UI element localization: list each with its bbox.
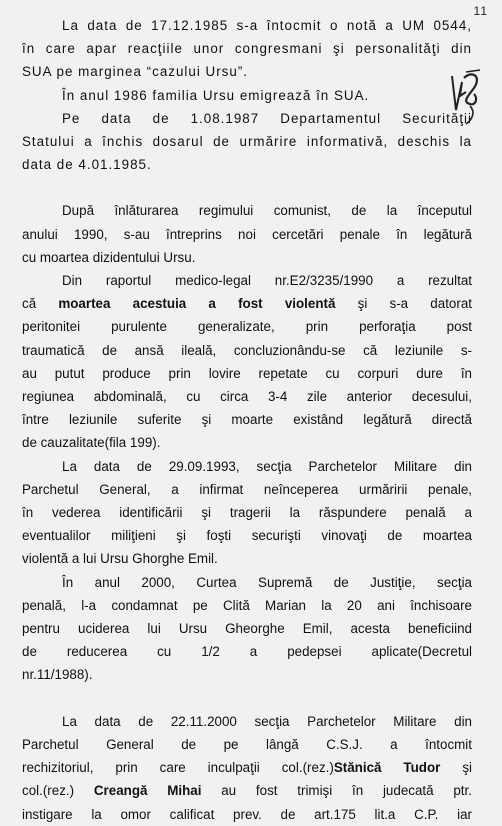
text-run: au fost trimişi în judecată ptr. [201,783,472,799]
text-line [22,292,472,315]
paragraph-6 [22,455,472,571]
text-line: Din raportul medico-legal nr.E2/3235/1990 a rezultat [62,273,472,289]
text-line: La data de 22.11.2000 secţia Parchetelor Militare din [62,713,472,729]
text-line: anului 1990, s-au întreprins noi cercetări penale în legătură [22,226,472,242]
text-line: penală, l-a condamnat pe Clită Marian la 20 ani închisoare [22,597,472,613]
text-run: şi [440,760,472,776]
text-line: În anul 2000, Curtea Supremă de Justiţie, secţia [62,574,472,590]
bold-name: Creangă Mihai [93,783,202,799]
paragraph-2 [22,84,472,107]
text-line: În anul 1986 familia Ursu emigrează în SUA. [62,87,370,103]
text-line: traumatică de ansă ileală, concluzionându-se că leziunile s- [22,342,472,358]
text-run: că [22,296,59,312]
text-line: instigare la omor calificat prev. de art.175 lit.a C.P. iar [22,806,472,822]
text-line: în vederea identificării şi tragerii la răspundere penală a [22,505,472,521]
paragraph-5 [22,269,472,455]
text-line: cu moartea dizidentului Ursu. [22,249,196,265]
text-line: Statului a închis dosarul de urmărire informativă, deschis la [22,134,472,150]
text-line [22,756,472,779]
text-line [22,779,472,802]
text-line: La data de 29.09.1993, secţia Parchetelor Militare din [62,458,472,474]
text-line: La data de 17.12.1985 s-a întocmit o notă a UM 0544, [62,18,472,33]
text-line: pentru uciderea lui Ursu Gheorghe Emil, acesta beneficiind [22,621,472,637]
text-line: de reducerea cu 1/2 a pedepsei aplicate(Decretul [22,644,472,660]
text-line: Parchetul General, a infirmat neînceperea urmăririi penale, [22,481,472,497]
text-line: Parchetul General de pe lângă C.S.J. a întocmit [22,736,472,752]
text-line: SUA pe marginea “cazului Ursu”. [22,64,248,80]
text-run: col.(rez.) [22,783,94,799]
text-line: Pe data de 1.08.1987 Departamentul Securităţii [62,110,472,126]
document-body [22,14,472,826]
paragraph-3 [22,107,472,177]
paragraph-7 [22,571,472,687]
text-line: data de 4.01.1985. [22,157,152,173]
paragraph-gap [22,176,472,199]
text-line: între leziunile suferite şi moarte existând legătură directă [22,412,472,428]
paragraph-8 [22,710,472,826]
text-line: de cauzalitate(fila 199). [22,435,161,451]
text-run: rechizitoriul, prin care inculpaţii col.(rez.) [22,760,334,776]
text-line: în care apar reacţiile unor congresmani şi personalităţi din [22,41,472,57]
text-run: şi s-a datorat [335,296,472,312]
bold-phrase: moartea acestuia a fost violentă [58,296,336,312]
text-line: După înlăturarea regimului comunist, de la începutul [62,203,472,219]
text-line: peritonitei purulente generalizate, prin perforaţia post [22,319,472,335]
page-number: 11 [473,4,488,18]
text-line: violentă a lui Ursu Ghorghe Emil. [22,551,218,567]
paragraph-gap [22,687,472,710]
text-line: au putut produce prin lovire repetate cu corpuri dure în [22,365,472,381]
text-line: regiunea abdominală, cu circa 3-4 zile anterior decesului, [22,389,472,405]
paragraph-4 [22,199,472,269]
bold-name: Stănică Tudor [333,760,441,776]
text-line: eventualilor miliţieni şi foşti securişti vinovaţi de moartea [22,528,472,544]
text-line: nr.11/1988). [22,667,93,683]
paragraph-1 [22,14,472,84]
